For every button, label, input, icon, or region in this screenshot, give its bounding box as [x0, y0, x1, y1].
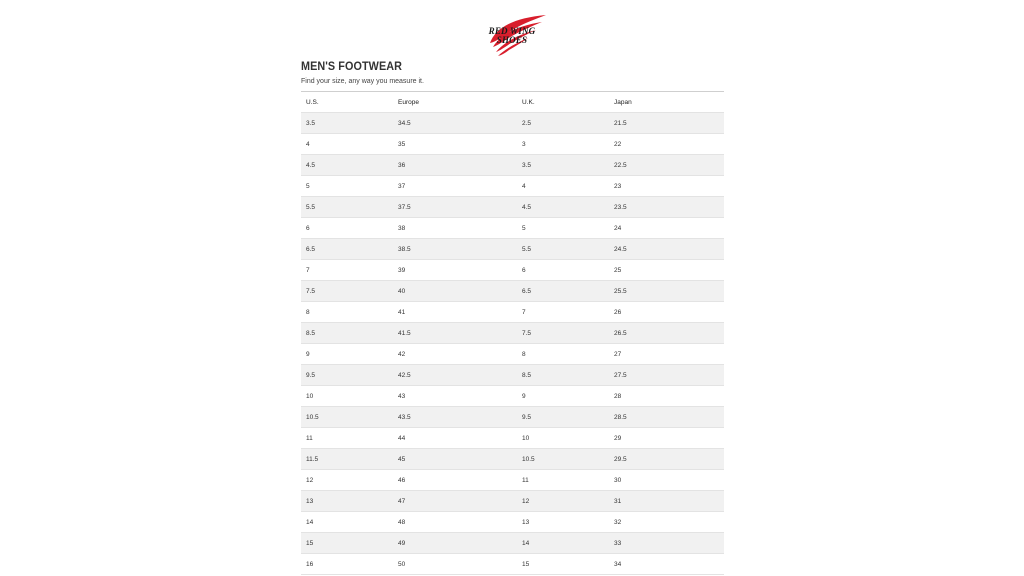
japan-size-cell: 26	[609, 302, 724, 323]
uk-size-cell: 12	[517, 491, 609, 512]
japan-size-cell: 29.5	[609, 449, 724, 470]
us-size-cell: 10.5	[301, 407, 393, 428]
europe-size-cell: 42	[393, 344, 517, 365]
us-size-cell: 10	[301, 386, 393, 407]
japan-size-cell: 28.5	[609, 407, 724, 428]
us-size-cell: 14	[301, 512, 393, 533]
japan-size-cell: 23.5	[609, 197, 724, 218]
uk-size-cell: 2.5	[517, 113, 609, 134]
column-header-japan: Japan	[609, 92, 724, 113]
uk-size-cell: 3	[517, 134, 609, 155]
uk-size-cell: 15	[517, 554, 609, 575]
table-row	[301, 155, 724, 176]
us-size-cell: 12	[301, 470, 393, 491]
europe-size-cell: 37	[393, 176, 517, 197]
us-size-cell: 11	[301, 428, 393, 449]
us-size-cell: 8.5	[301, 323, 393, 344]
table-row	[301, 197, 724, 218]
us-size-cell: 11.5	[301, 449, 393, 470]
europe-size-cell: 43	[393, 386, 517, 407]
table-row	[301, 113, 724, 134]
us-size-cell: 9	[301, 344, 393, 365]
uk-size-cell: 7.5	[517, 323, 609, 344]
table-row	[301, 428, 724, 449]
europe-size-cell: 48	[393, 512, 517, 533]
europe-size-cell: 40	[393, 281, 517, 302]
uk-size-cell: 5	[517, 218, 609, 239]
japan-size-cell: 27	[609, 344, 724, 365]
table-row	[301, 365, 724, 386]
table-row	[301, 281, 724, 302]
uk-size-cell: 14	[517, 533, 609, 554]
us-size-cell: 3.5	[301, 113, 393, 134]
uk-size-cell: 5.5	[517, 239, 609, 260]
europe-size-cell: 35	[393, 134, 517, 155]
table-row	[301, 260, 724, 281]
uk-size-cell: 8.5	[517, 365, 609, 386]
uk-size-cell: 9	[517, 386, 609, 407]
europe-size-cell: 50	[393, 554, 517, 575]
europe-size-cell: 44	[393, 428, 517, 449]
us-size-cell: 6.5	[301, 239, 393, 260]
europe-size-cell: 47	[393, 491, 517, 512]
europe-size-cell: 36	[393, 155, 517, 176]
table-row	[301, 218, 724, 239]
europe-size-cell: 39	[393, 260, 517, 281]
japan-size-cell: 21.5	[609, 113, 724, 134]
japan-size-cell: 25.5	[609, 281, 724, 302]
us-size-cell: 4	[301, 134, 393, 155]
uk-size-cell: 10	[517, 428, 609, 449]
column-header-europe: Europe	[393, 92, 517, 113]
table-row	[301, 323, 724, 344]
table-row	[301, 449, 724, 470]
table-row	[301, 386, 724, 407]
uk-size-cell: 3.5	[517, 155, 609, 176]
japan-size-cell: 22.5	[609, 155, 724, 176]
japan-size-cell: 33	[609, 533, 724, 554]
logo-text-line1: RED WING	[488, 26, 536, 36]
europe-size-cell: 42.5	[393, 365, 517, 386]
us-size-cell: 6	[301, 218, 393, 239]
table-row	[301, 470, 724, 491]
europe-size-cell: 37.5	[393, 197, 517, 218]
table-row	[301, 239, 724, 260]
heading-area	[301, 59, 724, 86]
japan-size-cell: 25	[609, 260, 724, 281]
japan-size-cell: 24.5	[609, 239, 724, 260]
uk-size-cell: 4.5	[517, 197, 609, 218]
uk-size-cell: 10.5	[517, 449, 609, 470]
japan-size-cell: 30	[609, 470, 724, 491]
table-row	[301, 533, 724, 554]
column-header-us: U.S.	[301, 92, 393, 113]
japan-size-cell: 26.5	[609, 323, 724, 344]
europe-size-cell: 49	[393, 533, 517, 554]
uk-size-cell: 13	[517, 512, 609, 533]
header-row	[301, 92, 724, 113]
us-size-cell: 9.5	[301, 365, 393, 386]
us-size-cell: 16	[301, 554, 393, 575]
us-size-cell: 5	[301, 176, 393, 197]
japan-size-cell: 31	[609, 491, 724, 512]
red-wing-logo[interactable]	[476, 13, 548, 57]
table-row	[301, 554, 724, 575]
page-title: MEN'S FOOTWEAR	[301, 59, 403, 73]
table-row	[301, 512, 724, 533]
column-header-uk: U.K.	[517, 92, 609, 113]
table-row	[301, 134, 724, 155]
us-size-cell: 5.5	[301, 197, 393, 218]
japan-size-cell: 22	[609, 134, 724, 155]
size-chart-table	[301, 91, 724, 575]
japan-size-cell: 34	[609, 554, 724, 575]
europe-size-cell: 38.5	[393, 239, 517, 260]
us-size-cell: 7.5	[301, 281, 393, 302]
uk-size-cell: 6	[517, 260, 609, 281]
size-chart-header	[301, 92, 724, 113]
table-row	[301, 302, 724, 323]
uk-size-cell: 4	[517, 176, 609, 197]
logo-text-line2: SHOES	[496, 35, 528, 45]
japan-size-cell: 32	[609, 512, 724, 533]
uk-size-cell: 11	[517, 470, 609, 491]
us-size-cell: 8	[301, 302, 393, 323]
uk-size-cell: 7	[517, 302, 609, 323]
japan-size-cell: 27.5	[609, 365, 724, 386]
us-size-cell: 13	[301, 491, 393, 512]
us-size-cell: 7	[301, 260, 393, 281]
europe-size-cell: 43.5	[393, 407, 517, 428]
uk-size-cell: 8	[517, 344, 609, 365]
europe-size-cell: 45	[393, 449, 517, 470]
size-chart-body	[301, 113, 724, 575]
europe-size-cell: 38	[393, 218, 517, 239]
japan-size-cell: 24	[609, 218, 724, 239]
table-row	[301, 407, 724, 428]
table-row	[301, 344, 724, 365]
us-size-cell: 4.5	[301, 155, 393, 176]
europe-size-cell: 34.5	[393, 113, 517, 134]
table-row	[301, 491, 724, 512]
japan-size-cell: 28	[609, 386, 724, 407]
uk-size-cell: 6.5	[517, 281, 609, 302]
japan-size-cell: 29	[609, 428, 724, 449]
table-row	[301, 176, 724, 197]
japan-size-cell: 23	[609, 176, 724, 197]
us-size-cell: 15	[301, 533, 393, 554]
uk-size-cell: 9.5	[517, 407, 609, 428]
europe-size-cell: 41.5	[393, 323, 517, 344]
page-subtitle: Find your size, any way you measure it.	[301, 78, 424, 85]
europe-size-cell: 46	[393, 470, 517, 491]
europe-size-cell: 41	[393, 302, 517, 323]
